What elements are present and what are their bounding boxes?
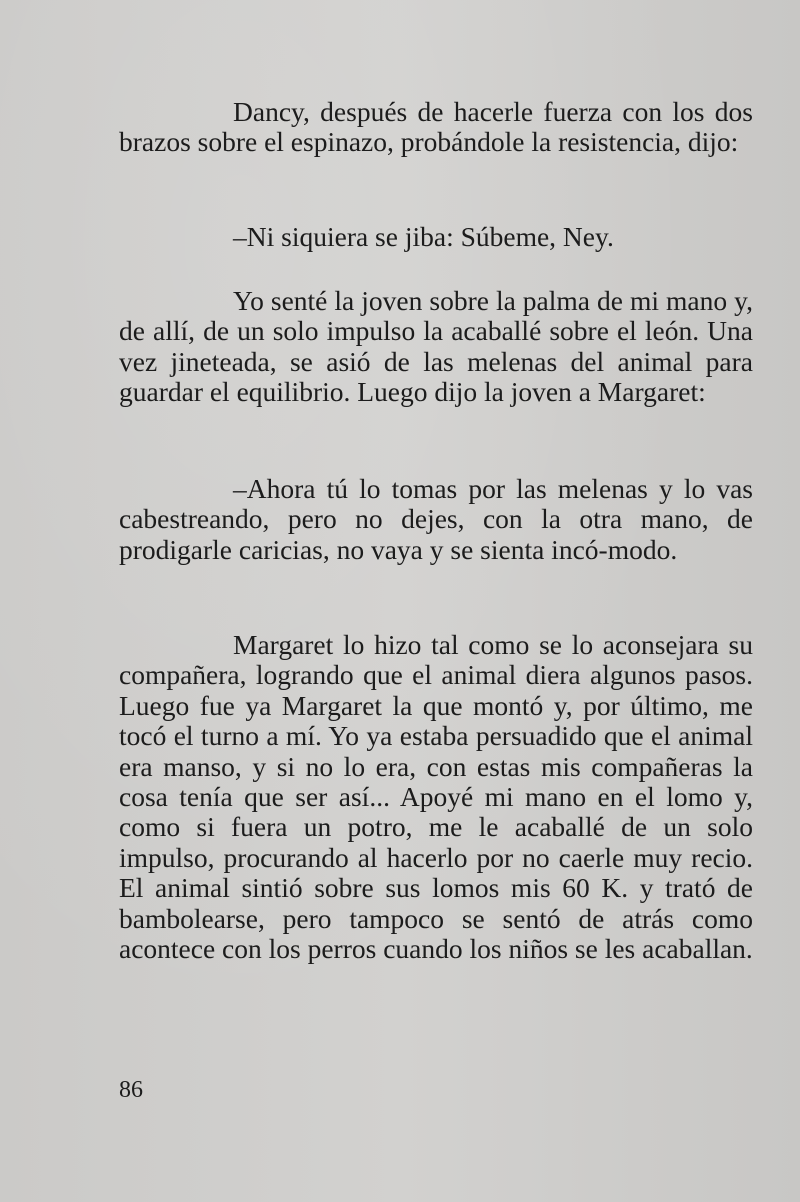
paragraph-2 — [119, 222, 753, 252]
paragraph-5 — [119, 630, 753, 964]
paragraph-text: –Ni siquiera se jiba: Súbeme, Ney. — [233, 221, 614, 252]
paragraph-1 — [119, 97, 753, 158]
paragraph-3 — [119, 286, 753, 408]
paragraph-text: Margaret lo hizo tal como se lo aconsejara su compañera, logrando que el animal diera algunos pasos. Luego fue ya Margaret la que montó y, por último, me tocó el turno a mí. Yo ya estaba persuadido que el animal era manso, y si no lo era, con estas mis compañeras la cosa tenía que ser así... Apoyé mi mano en el lomo y, como si fuera un potro, me le acaballé de un solo impulso, procurando al hacerlo por no caerle muy recio. El animal sintió sobre sus lomos mis 60 K. y trató de bambolearse, pero tampoco se sentó de atrás como acontece con los perros cuando los niños se les acaballan. — [119, 629, 753, 965]
paragraph-text: Dancy, después de hacerle fuerza con los dos brazos sobre el espinazo, probándole la resistencia, dijo: — [119, 96, 753, 158]
paragraph-text: Yo senté la joven sobre la palma de mi mano y, de allí, de un solo impulso la acaballé sobre el león. Una vez jineteada, se asió de las melenas del animal para guardar el equilibrio. Luego dijo la joven a Margaret: — [119, 285, 753, 408]
page-number: 86 — [119, 1077, 143, 1103]
paragraph-text: –Ahora tú lo tomas por las melenas y lo vas cabestreando, pero no dejes, con la otra mano, de prodigarle caricias, no vaya y se sienta incó-modo. — [119, 473, 753, 565]
paragraph-4 — [119, 474, 753, 565]
